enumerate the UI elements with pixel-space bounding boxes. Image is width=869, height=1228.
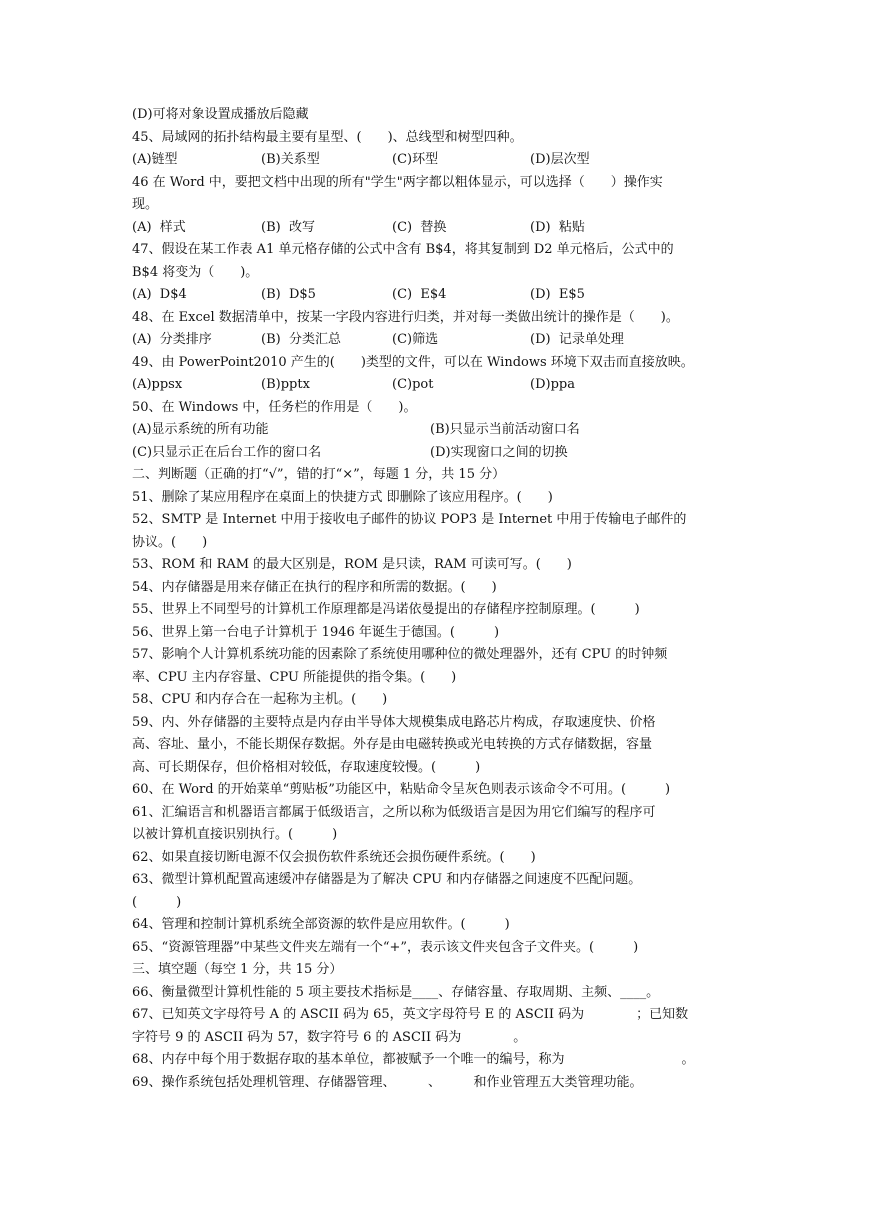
text-line: 66、衡量微型计算机性能的 5 项主要技术指标是____、存储容量、存取周期、主频、____。 <box>132 984 660 1000</box>
option-label: (D)实现窗口之间的切换 <box>430 444 568 460</box>
text-line: 59、内、外存储器的主要特点是内存由半导体大规模集成电路芯片构成，存取速度快、价格 <box>132 714 656 730</box>
text-line: 45、局域网的拓扑结构最主要有星型、( )、总线型和树型四种。 <box>132 129 523 145</box>
options-row <box>132 149 742 172</box>
text-line: 52、SMTP 是 Internet 中用于接收电子邮件的协议 POP3 是 Internet 中用于传输电子邮件的 <box>132 512 687 527</box>
option-label: (A)显示系统的所有功能 <box>132 422 269 437</box>
text-line: 68、内存中每个用于数据存取的基本单位，都被赋予一个唯一的编号，称为 。 <box>132 1052 695 1067</box>
text-line: 二、判断题（正确的打“√”，错的打“×”，每题 1 分，共 15 分） <box>132 467 506 482</box>
text-line: B$4 将变为（ )。 <box>132 264 259 280</box>
option-label: (C)筛选 <box>392 332 439 347</box>
text-line: 62、如果直接切断电源不仅会损伤软件系统还会损伤硬件系统。( ) <box>132 849 536 865</box>
option-label: (B)只显示当前活动窗口名 <box>430 422 580 437</box>
option-label: (A)ppsx <box>132 377 183 392</box>
option-label: (D)层次型 <box>530 152 590 167</box>
options-row <box>132 284 742 307</box>
text-line: 现。 <box>132 197 159 212</box>
text-line: 53、ROM 和 RAM 的最大区别是，ROM 是只读，RAM 可读可写。( ) <box>132 557 572 572</box>
text-line: ( ) <box>132 894 182 910</box>
option-label: (D) 粘贴 <box>530 219 585 235</box>
option-label: (A) 样式 <box>132 219 186 235</box>
text-line: 67、已知英文字母符号 A 的 ASCII 码为 65，英文字母符号 E 的 ASCII 码为 ；已知数 <box>132 1007 689 1022</box>
text-line: 协议。( ) <box>132 534 208 550</box>
text-line: 54、内存储器是用来存储正在执行的程序和所需的数据。( ) <box>132 579 497 595</box>
text-line: 49、由 PowerPoint2010 产生的( )类型的文件，可以在 Windows 环境下双击而直接放映。 <box>132 354 694 370</box>
text-line: 57、影响个人计算机系统功能的因素除了系统使用哪种位的微处理器外，还有 CPU 的时钟频 <box>132 647 668 662</box>
option-label: (A)链型 <box>132 152 178 167</box>
text-line: 48、在 Excel 数据清单中，按某一字段内容进行归类，并对每一类做出统计的操作是（ )。 <box>132 309 679 325</box>
option-label: (B) D$5 <box>261 287 316 302</box>
options-row <box>132 374 742 397</box>
text-line: 51、删除了某应用程序在桌面上的快捷方式 即删除了该应用程序。( ) <box>132 489 553 505</box>
text-line: 47、假设在某工作表 A1 单元格存储的公式中含有 B$4，将其复制到 D2 单元格后，公式中的 <box>132 242 674 257</box>
options-row <box>132 217 742 240</box>
text-line: 三、填空题（每空 1 分，共 15 分） <box>132 962 343 977</box>
option-label: (B) 分类汇总 <box>261 332 341 347</box>
text-line: 63、微型计算机配置高速缓冲存储器是为了解决 CPU 和内存储器之间速度不匹配问题。 <box>132 872 642 887</box>
text-line: 58、CPU 和内存合在一起称为主机。( ) <box>132 692 388 707</box>
option-label: (D) E$5 <box>530 287 585 302</box>
option-label: (B)pptx <box>261 377 310 392</box>
text-line: 46 在 Word 中，要把文档中出现的所有"学生"两字都以粗体显示，可以选择（ ）操作实 <box>132 174 663 190</box>
option-label: (D)ppa <box>530 377 575 392</box>
text-line: 56、世界上第一台电子计算机于 1946 年诞生于德国。( ) <box>132 624 500 640</box>
text-line: 50、在 Windows 中，任务栏的作用是（ )。 <box>132 399 417 415</box>
text-line: 64、管理和控制计算机系统全部资源的软件是应用软件。( ) <box>132 917 510 932</box>
option-label: (C)只显示正在后台工作的窗口名 <box>132 444 322 460</box>
options-row <box>132 442 742 465</box>
option-label: (C) 替换 <box>392 219 447 235</box>
text-line: 69、操作系统包括处理机管理、存储器管理、 、 和作业管理五大类管理功能。 <box>132 1074 643 1090</box>
text-line: 55、世界上不同型号的计算机工作原理都是冯诺依曼提出的存储程序控制原理。( ) <box>132 602 640 617</box>
text-line: 字符号 9 的 ASCII 码为 57，数字符号 6 的 ASCII 码为 。 <box>132 1029 527 1045</box>
text-line: (D)可将对象设置成播放后隐藏 <box>132 107 309 122</box>
option-label: (B) 改写 <box>261 219 315 235</box>
text-line: 61、汇编语言和机器语言都属于低级语言，之所以称为低级语言是因为用它们编写的程序可 <box>132 804 656 820</box>
options-row <box>132 329 742 352</box>
option-label: (A) D$4 <box>132 287 187 302</box>
text-line: 率、CPU 主内存容量、CPU 所能提供的指令集。( ) <box>132 669 457 685</box>
options-row <box>132 419 742 442</box>
option-label: (C)环型 <box>392 152 439 167</box>
option-label: (C) E$4 <box>392 287 447 302</box>
option-label: (A) 分类排序 <box>132 332 212 347</box>
option-label: (C)pot <box>392 377 434 392</box>
text-line: 高、容址、量小，不能长期保存数据。外存是由电磁转换或光电转换的方式存储数据，容量 <box>132 737 653 752</box>
option-label: (D) 记录单处理 <box>530 332 624 347</box>
text-line: 65、“资源管理器”中某些文件夹左端有一个“+”，表示该文件夹包含子文件夹。( ) <box>132 939 639 955</box>
text-line: 以被计算机直接识别执行。( ) <box>132 827 338 842</box>
document-body <box>132 104 742 1094</box>
option-label: (B)关系型 <box>261 152 320 167</box>
text-line: 高、可长期保存，但价格相对较低，存取速度较慢。( ) <box>132 759 481 775</box>
text-line: 60、在 Word 的开始菜单“剪贴板”功能区中，粘贴命令呈灰色则表示该命令不可用。( ) <box>132 782 671 797</box>
